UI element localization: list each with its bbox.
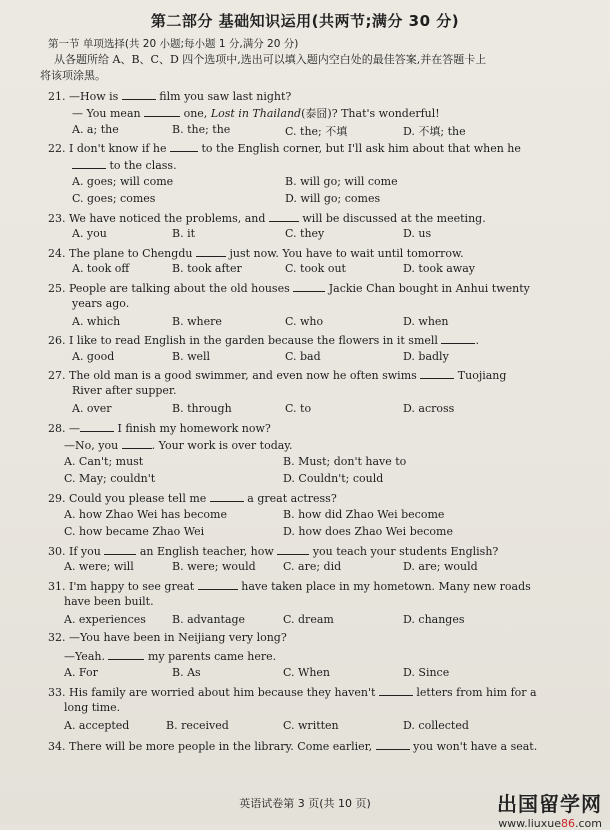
question-text: — You mean [72,107,141,120]
option-b: B. well [172,350,211,363]
question-text: —No, you [64,439,119,452]
question-text: People are talking about the old houses [69,282,290,295]
option-b: B. As [172,666,201,679]
question-text: . [475,334,479,347]
answer-blank [196,245,226,257]
question-text: —Yeah. [64,650,105,663]
option-d: D. collected [403,719,469,732]
option-c: C. When [283,666,331,679]
answer-blank [122,437,152,449]
option-c: C. they [285,227,325,240]
movie-title: Lost in Thailand [210,107,302,120]
answer-blank [170,140,198,152]
question-number: 23. [48,212,66,225]
option-b: B. will go; will come [285,175,398,188]
question-text: I'm happy to see great [69,580,195,593]
option-d: D. took away [403,262,475,275]
option-b: B. took after [172,262,242,275]
option-d: D. 不填; the [403,125,466,138]
watermark [497,788,602,830]
option-c: C. took out [285,262,346,275]
option-c: C. May; couldn't [64,472,156,485]
option-b: B. the; the [172,123,231,136]
instruction-line-2: 将该项涂黑。 [40,69,106,82]
option-a: A. took off [72,262,130,275]
option-d: D. will go; comes [285,192,381,205]
option-b: B. how did Zhao Wei become [283,508,445,521]
option-d: D. us [403,227,432,240]
option-c: C. are; did [283,560,342,573]
question-text: you teach your students English? [312,545,499,558]
question-number: 33. [48,686,66,699]
question-text: one, [183,107,211,120]
answer-blank [80,420,114,432]
option-b: B. through [172,402,232,415]
option-d: D. badly [403,350,449,363]
option-a: A. accepted [64,719,130,732]
question-text: I finish my homework now? [117,422,271,435]
answer-blank [277,543,309,555]
question-number: 28. [48,422,66,435]
question-number: 25. [48,282,66,295]
option-c: C. how became Zhao Wei [64,525,205,538]
question-text: will be discussed at the meeting. [302,212,486,225]
option-d: D. how does Zhao Wei become [283,525,453,538]
question-text: to the English corner, but I'll ask him about that when he [201,142,521,155]
question-number: 24. [48,247,66,260]
question-text: His family are worried about him because they haven't [69,686,376,699]
instruction-line-1: 从各题所给 A、B、C、D 四个选项中,选出可以填入题内空白处的最佳答案,并在答题卡上 [54,53,487,66]
question-text: I don't know if he [69,142,167,155]
question-text: . Your work is over today. [151,439,293,452]
option-a: A. how Zhao Wei has become [64,508,227,521]
question-text: If you [69,545,101,558]
instructions [40,52,560,84]
option-b: B. were; would [172,560,256,573]
question-text: you won't have a seat. [413,740,538,753]
page-footer: 英语试卷第 3 页(共 10 页) [239,797,371,810]
answer-blank [108,648,144,660]
question-text: Jackie Chan bought in Anhui twenty [328,282,530,295]
answer-blank [210,490,244,502]
question-text: —How is [69,90,119,103]
question-text: to the class. [109,159,177,172]
option-a: A. a; the [72,123,119,136]
answer-blank [122,88,156,100]
question-number: 32. [48,631,66,644]
answer-blank [420,367,454,379]
option-a: A. were; will [64,560,134,573]
question-text: River after supper. [72,384,177,397]
option-c: C. bad [285,350,321,363]
answer-blank [376,738,410,750]
answer-blank [379,684,413,696]
question-text: — [69,422,80,435]
answer-blank [269,210,299,222]
option-a: A. you [72,227,107,240]
question-text: The plane to Chengdu [69,247,193,260]
option-a: A. good [72,350,115,363]
question-text: Could you please tell me [69,492,207,505]
question-number: 34. [48,740,66,753]
question-text: have been built. [64,595,154,608]
question-number: 30. [48,545,66,558]
option-d: D. Since [403,666,450,679]
question-text: just now. You have to wait until tomorrow. [229,247,464,260]
option-d: D. Couldn't; could [283,472,384,485]
option-a: A. For [64,666,98,679]
part-title: 第二部分 基础知识运用(共两节;满分 30 分) [150,12,460,30]
answer-blank [441,332,475,344]
option-b: B. where [172,315,222,328]
option-a: A. goes; will come [72,175,174,188]
question-text: We have noticed the problems, and [69,212,266,225]
question-text: my parents came here. [147,650,277,663]
option-b: B. it [172,227,196,240]
option-a: A. experiences [64,613,146,626]
answer-blank [144,105,180,117]
option-a: A. over [72,402,112,415]
section-heading: 第一节 单项选择(共 20 小题;每小题 1 分,满分 20 分) [48,38,299,50]
watermark-url: www.liuxue86.com [498,817,602,830]
option-c: C. written [283,719,339,732]
option-c: C. goes; comes [72,192,156,205]
option-a: A. Can't; must [64,455,144,468]
option-d: D. when [403,315,449,328]
option-c: C. the; 不填 [285,125,348,138]
option-b: B. Must; don't have to [283,455,407,468]
question-text: (泰囧)? That's wonderful! [301,107,440,120]
answer-blank [198,578,238,590]
question-text: —You have been in Neijiang very long? [69,631,287,644]
answer-blank [104,543,136,555]
question-text: letters from him for a [416,686,537,699]
option-d: D. are; would [403,560,478,573]
question-number: 22. [48,142,66,155]
option-b: B. advantage [172,613,246,626]
question-text: years ago. [72,297,130,310]
question-text: There will be more people in the library. Come earlier, [69,740,373,753]
answer-blank [72,157,106,169]
option-c: C. dream [283,613,334,626]
question-number: 29. [48,492,66,505]
option-d: D. changes [403,613,465,626]
question-text: long time. [64,701,121,714]
question-number: 31. [48,580,66,593]
option-a: A. which [72,315,121,328]
question-number: 21. [48,90,66,103]
question-text: an English teacher, how [139,545,274,558]
option-c: C. to [285,402,312,415]
option-d: D. across [403,402,455,415]
watermark-site-name: 出国留学网 [497,792,602,816]
question-text: film you saw last night? [159,90,292,103]
question-number: 27. [48,369,66,382]
question-text: I like to read English in the garden because the flowers in it smell [69,334,438,347]
question-text: have taken place in my hometown. Many new roads [241,580,531,593]
option-b: B. received [166,719,229,732]
question-number: 26. [48,334,66,347]
question-text: a great actress? [247,492,337,505]
question-text: The old man is a good swimmer, and even now he often swims [69,369,417,382]
option-c: C. who [285,315,324,328]
question-text: Tuojiang [457,369,507,382]
answer-blank [293,280,325,292]
